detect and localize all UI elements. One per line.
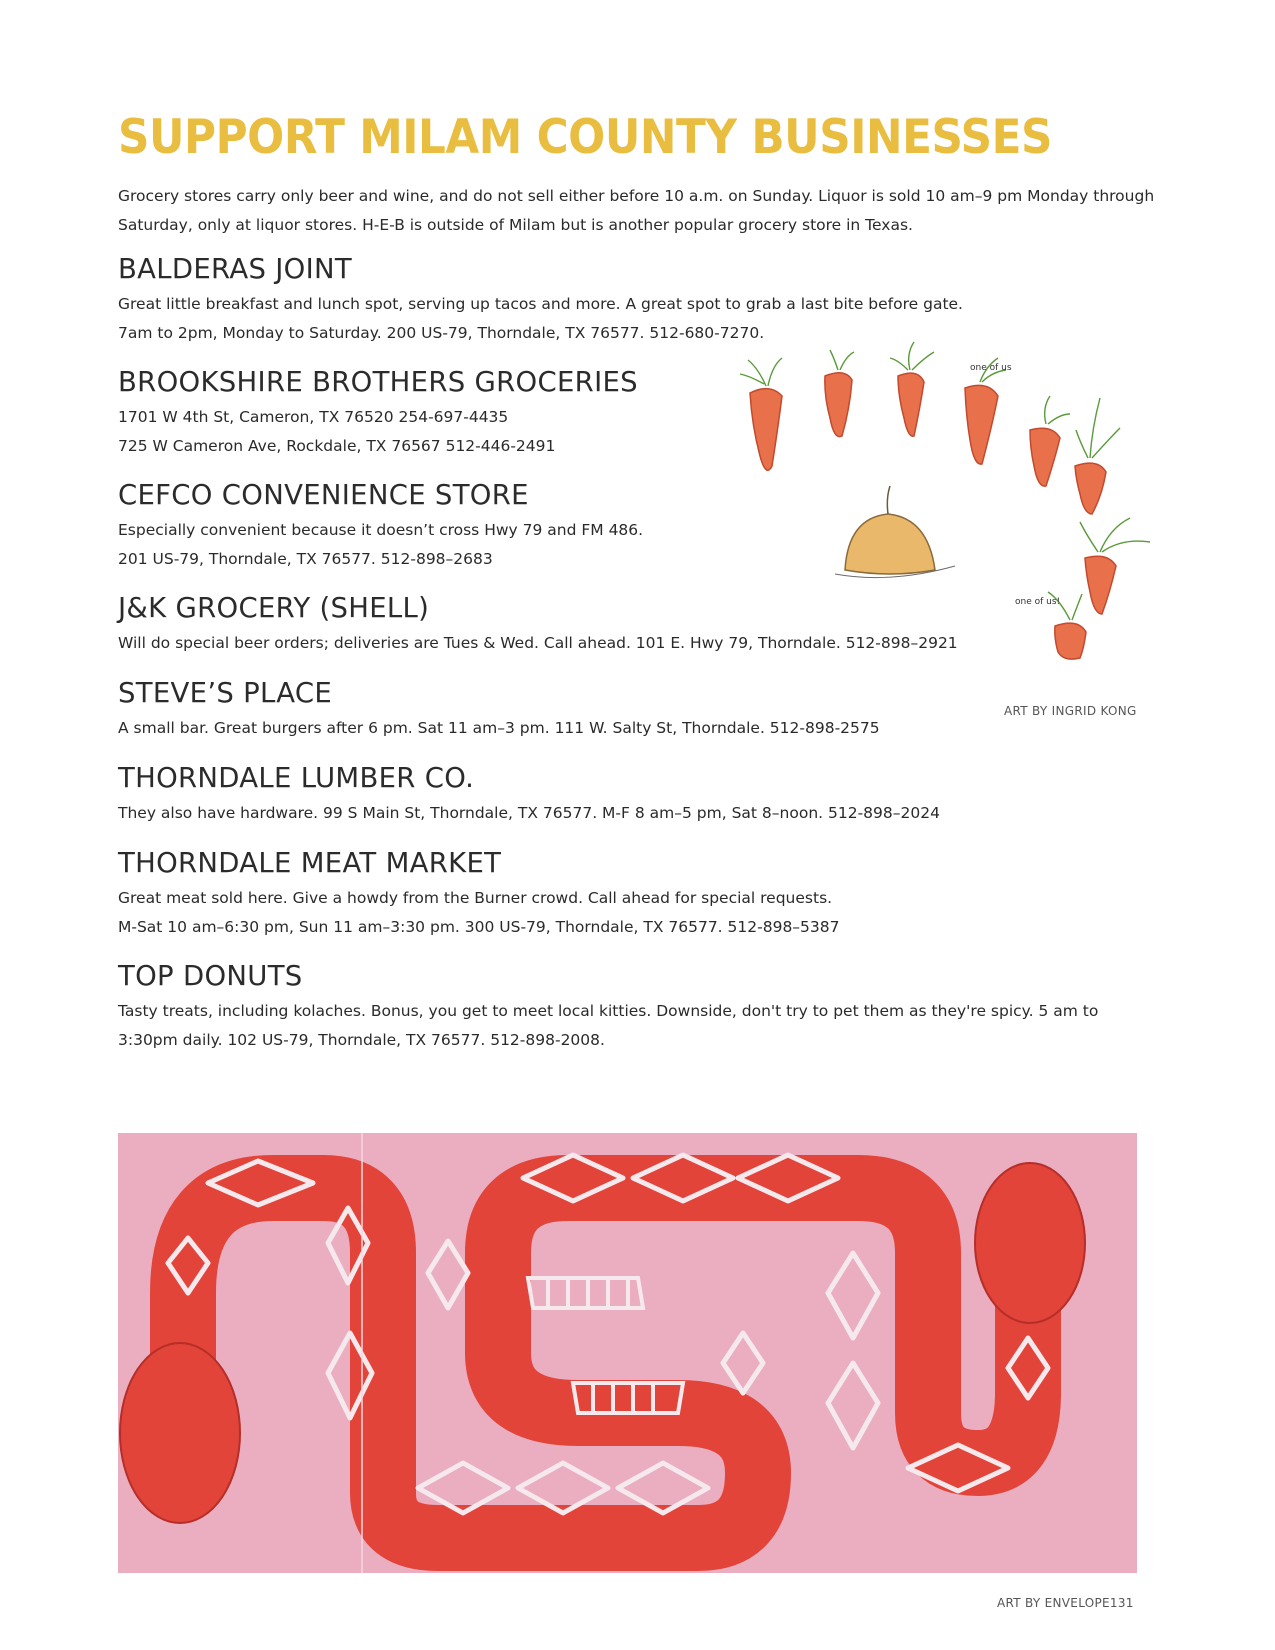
snake-illustration <box>118 1133 1137 1573</box>
business-description: Tasty treats, including kolaches. Bonus, you get to meet local kitties. Downside, don't try to pet them as they're spicy. 5 am to 3:30pm daily. 102 US-79, Thorndale, TX 76577. 512-898-2008. <box>118 1002 1099 1049</box>
business-name: TOP DONUTS <box>118 960 303 992</box>
art-credit-snake: ART BY ENVELOPE131 <box>997 1596 1134 1610</box>
business-name: BROOKSHIRE BROTHERS GROCERIES <box>118 366 638 398</box>
business-name: CEFCO CONVENIENCE STORE <box>118 479 529 511</box>
business-address: 201 US-79, Thorndale, TX 76577. 512-898–2683 <box>118 550 493 568</box>
onion-illustration <box>835 486 955 578</box>
business-hours-address: M-Sat 10 am–6:30 pm, Sun 11 am–3:30 pm. 300 US-79, Thorndale, TX 76577. 512-898–5387 <box>118 918 840 936</box>
business-balderas-joint <box>118 252 963 348</box>
business-address-cameron: 1701 W 4th St, Cameron, TX 76520 254-697-4435 <box>118 408 509 426</box>
vegetables-caption-2: one of us! <box>1015 597 1061 607</box>
business-thorndale-meat-market <box>118 846 840 942</box>
business-thorndale-lumber <box>118 761 940 828</box>
business-brookshire-brothers <box>118 365 638 461</box>
business-top-donuts <box>118 959 1158 1055</box>
business-description: Great little breakfast and lunch spot, serving up tacos and more. A great spot to grab a last bite before gate. <box>118 295 963 313</box>
vegetables-caption-1: one of us <box>970 363 1012 373</box>
business-description: Will do special beer orders; deliveries are Tues & Wed. Call ahead. 101 E. Hwy 79, Thorndale. 512-898–2921 <box>118 634 958 652</box>
business-name: BALDERAS JOINT <box>118 253 352 285</box>
page-title: SUPPORT MILAM COUNTY BUSINESSES <box>118 110 1052 165</box>
business-name: STEVE’S PLACE <box>118 677 333 709</box>
business-description: Great meat sold here. Give a howdy from the Burner crowd. Call ahead for special requests. <box>118 889 833 907</box>
intro-paragraph: Grocery stores carry only beer and wine, and do not sell either before 10 a.m. on Sunday. Liquor is sold 10 am–9 pm Monday through Saturday, only at liquor stores. H-E-B is outside of Milam but is another popular grocery store in Texas. <box>118 187 1155 234</box>
business-hours-address: 7am to 2pm, Monday to Saturday. 200 US-79, Thorndale, TX 76577. 512-680-7270. <box>118 324 765 342</box>
business-address-rockdale: 725 W Cameron Ave, Rockdale, TX 76567 512-446-2491 <box>118 437 556 455</box>
business-cefco <box>118 478 643 574</box>
art-credit-vegetables: ART BY INGRID KONG <box>1004 704 1137 718</box>
business-name: J&K GROCERY (SHELL) <box>118 592 430 624</box>
business-name: THORNDALE LUMBER CO. <box>118 762 475 794</box>
business-description: Especially convenient because it doesn’t cross Hwy 79 and FM 486. <box>118 521 644 539</box>
business-name: THORNDALE MEAT MARKET <box>118 847 502 879</box>
business-description: They also have hardware. 99 S Main St, Thorndale, TX 76577. M-F 8 am–5 pm, Sat 8–noon. 512-898–2024 <box>118 804 940 822</box>
vegetables-illustration <box>730 338 1235 688</box>
business-description: A small bar. Great burgers after 6 pm. Sat 11 am–3 pm. 111 W. Salty St, Thorndale. 512-898-2575 <box>118 719 880 737</box>
